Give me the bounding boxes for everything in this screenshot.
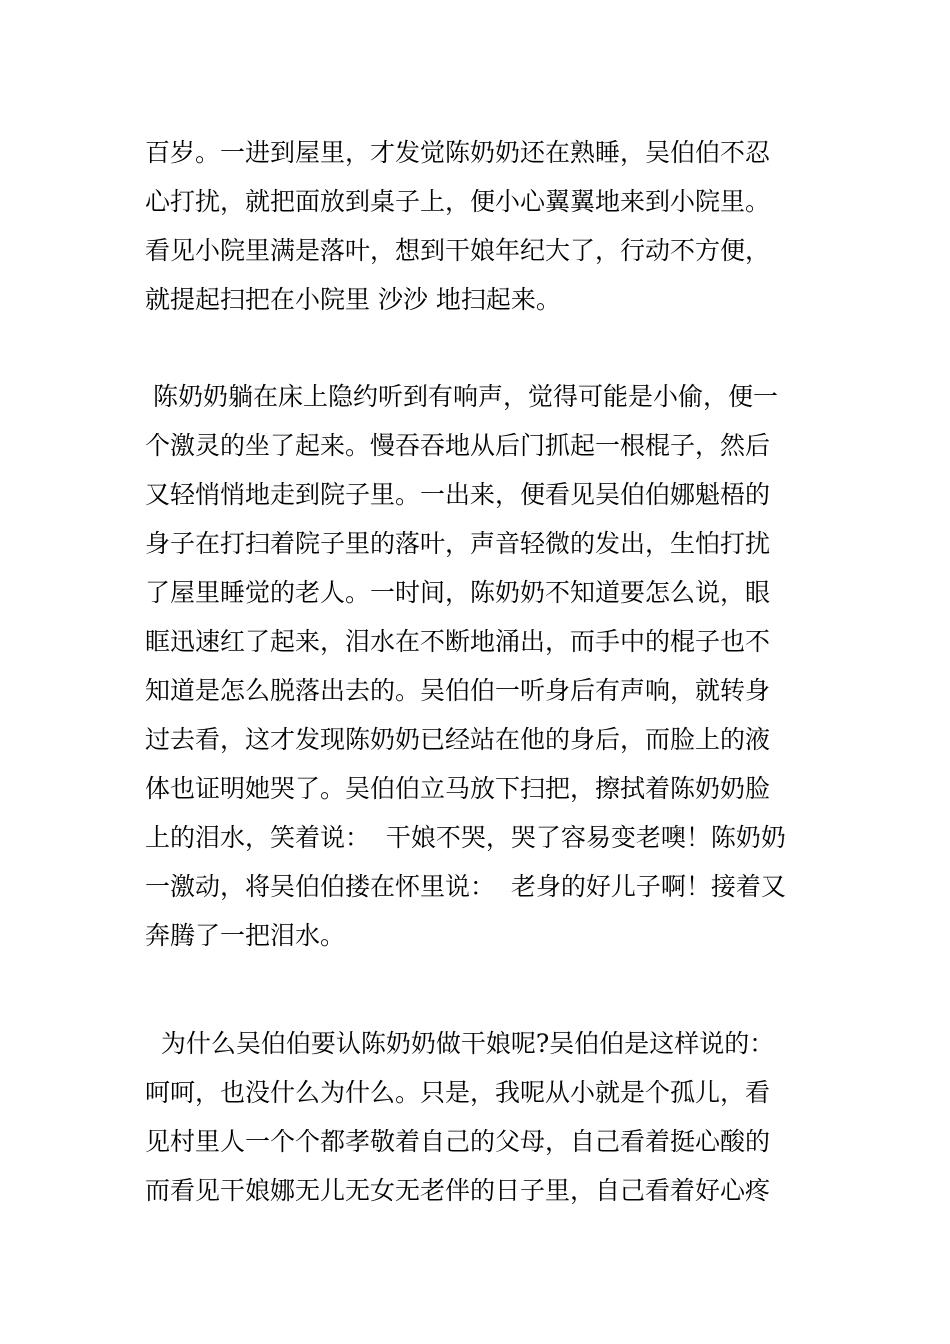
paragraph-1 xyxy=(145,128,810,324)
text-line: 就提起扫把在小院里 沙沙 地扫起来。 xyxy=(145,285,561,314)
text-line: 百岁。一进到屋里，才发觉陈奶奶还在熟睡，吴伯伯不忍 xyxy=(145,138,771,167)
text-line: 知道是怎么脱落出去的。吴伯伯一听身后有声响，就转身 xyxy=(145,676,771,705)
text-line: 见村里人一个个都孝敬着自己的父母，自己看着挺心酸的 xyxy=(145,1127,771,1156)
text-line: 一激动，将吴伯伯搂在怀里说： 老身的好儿子啊！接着又 xyxy=(145,872,786,901)
text-line: 陈奶奶躺在床上隐约听到有响声，觉得可能是小偷，便一 xyxy=(145,382,778,411)
text-line: 奔腾了一把泪水。 xyxy=(145,921,346,950)
paragraph-3 xyxy=(145,1019,810,1215)
text-line: 呵呵，也没什么为什么。只是，我呢从小就是个孤儿，看 xyxy=(145,1078,771,1107)
text-line: 而看见干娘娜无儿无女无老伴的日子里，自己看着好心疼 xyxy=(145,1176,771,1205)
text-line: 过去看，这才发现陈奶奶已经站在他的身后，而脸上的液 xyxy=(145,725,771,754)
text-line: 心打扰，就把面放到桌子上，便小心翼翼地来到小院里。 xyxy=(145,187,771,216)
text-line: 体也证明她哭了。吴伯伯立马放下扫把，擦拭着陈奶奶脸 xyxy=(145,774,771,803)
text-line: 又轻悄悄地走到院子里。一出来，便看见吴伯伯娜魁梧的 xyxy=(145,480,771,509)
text-line: 身子在打扫着院子里的落叶，声音轻微的发出，生怕打扰 xyxy=(145,529,771,558)
text-line: 个激灵的坐了起来。慢吞吞地从后门抓起一根棍子，然后 xyxy=(145,431,771,460)
text-line: 看见小院里满是落叶，想到干娘年纪大了，行动不方便， xyxy=(145,236,771,265)
text-line: 上的泪水，笑着说： 干娘不哭，哭了容易变老噢！陈奶奶 xyxy=(145,823,786,852)
text-line: 眶迅速红了起来，泪水在不断地涌出，而手中的棍子也不 xyxy=(145,627,771,656)
paragraph-2 xyxy=(145,372,810,960)
text-line: 为什么吴伯伯要认陈奶奶做干娘呢?吴伯伯是这样说的： xyxy=(145,1029,775,1058)
text-line: 了屋里睡觉的老人。一时间，陈奶奶不知道要怎么说，眼 xyxy=(145,578,771,607)
